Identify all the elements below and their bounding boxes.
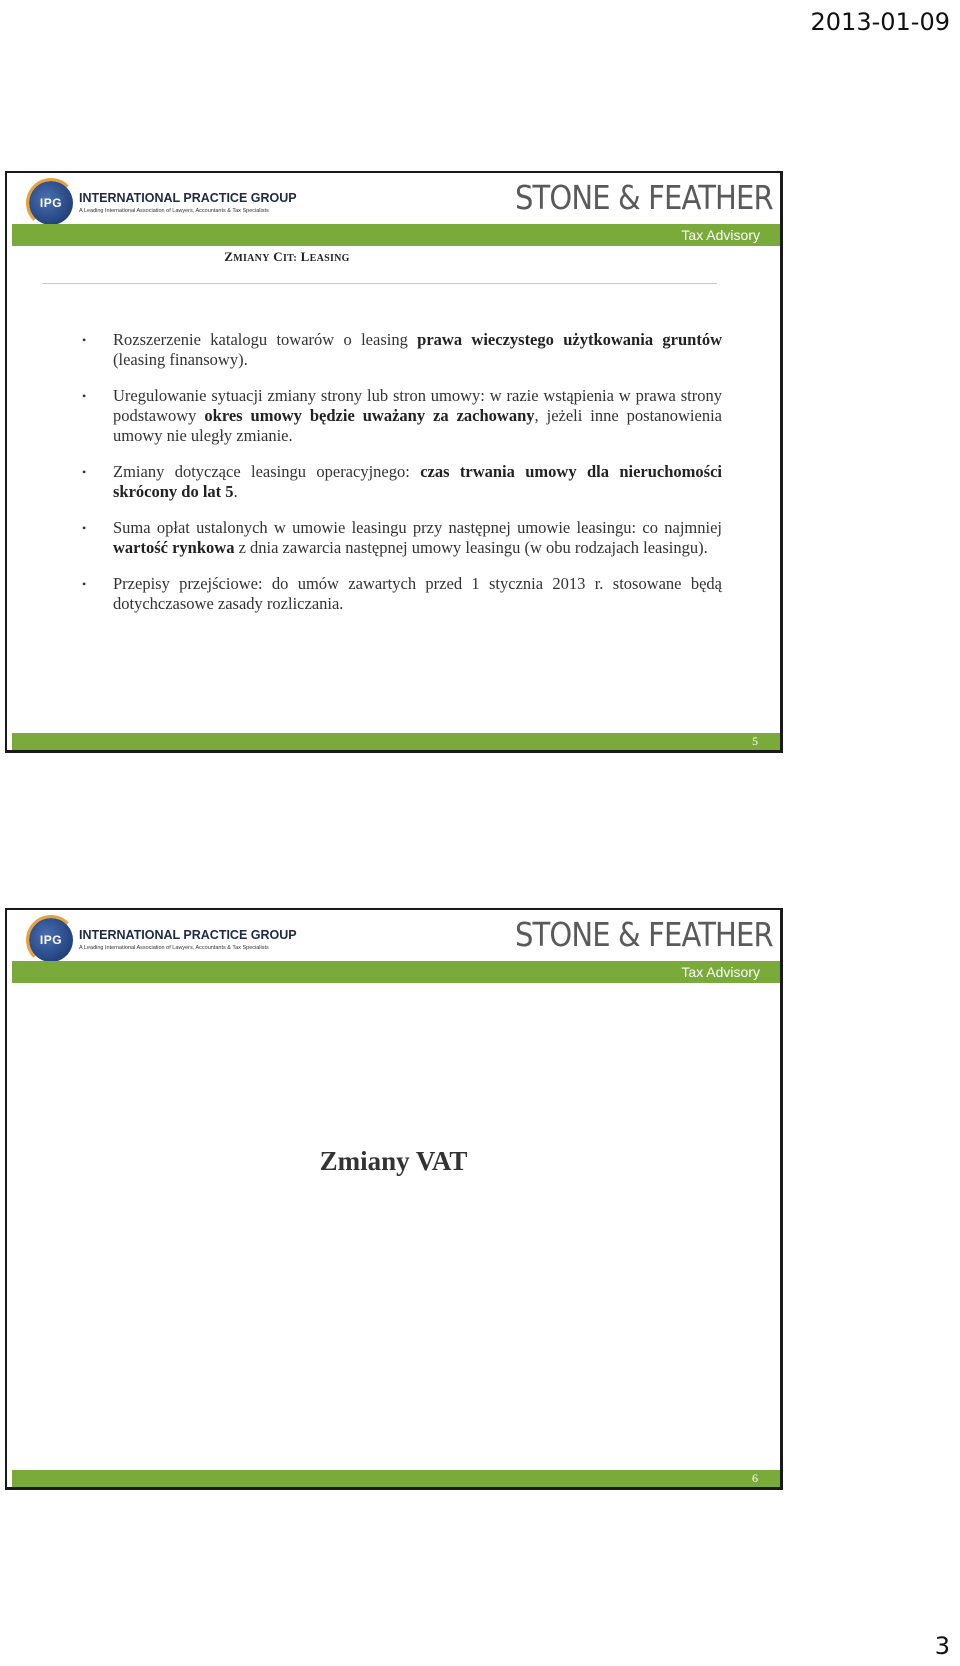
footer-band: [12, 1470, 780, 1487]
text-run-bold: okres umowy będzie uważany za zachowany: [204, 406, 535, 425]
ipg-globe-icon: IPG: [29, 181, 73, 225]
header-band: [12, 961, 780, 983]
text-run: Rozszerzenie katalogu towarów o leasing: [113, 330, 418, 349]
slide-number: 6: [752, 1471, 758, 1485]
text-run: Przepisy przejściowe: do umów zawartych przed 1 stycznia 2013 r. stosowane będą dotychczasowe zasady rozliczania.: [113, 574, 722, 613]
slide-title-text: ZMIANY CIT: LEASING: [224, 249, 350, 264]
ipg-tagline: A Leading International Association of Lawyers, Accountants & Tax Specialists: [79, 945, 269, 951]
text-run: z dnia zawarcia następnej umowy leasingu (w obu rodzajach leasingu).: [234, 538, 708, 557]
title-divider: [42, 283, 717, 284]
footer-band: [12, 733, 780, 750]
bullet-item: [82, 330, 722, 370]
ipg-name: INTERNATIONAL PRACTICE GROUP: [79, 191, 297, 205]
text-run: Zmiany dotyczące leasingu operacyjnego:: [113, 462, 421, 481]
text-run-bold: wartość rynkowa: [113, 538, 235, 557]
tax-advisory-label: Tax Advisory: [681, 964, 760, 980]
text-run: , jeżeli inne postanowienia umowy nie uległy zmianie.: [113, 406, 722, 445]
page-number: 3: [934, 1632, 950, 1660]
bullet-list: [82, 330, 722, 630]
text-run: (leasing finansowy).: [113, 350, 248, 369]
bullet-item: [82, 462, 722, 502]
text-run: .: [233, 482, 238, 501]
stone-feather-logo: STONE & FEATHER: [515, 915, 773, 954]
ipg-name: INTERNATIONAL PRACTICE GROUP: [79, 928, 297, 942]
slide-number: 5: [752, 734, 758, 748]
section-title: Zmiany VAT: [319, 1146, 468, 1176]
ipg-logo: [29, 918, 297, 962]
slide-title: [7, 249, 567, 265]
bullet-item: [82, 518, 722, 558]
ipg-logo: [29, 181, 297, 225]
header-band: [12, 224, 780, 246]
text-run-bold: prawa wieczystego użytkowania gruntów: [417, 330, 722, 349]
slide-6: [5, 908, 783, 1490]
text-run: Uregulowanie sytuacji zmiany strony lub stron umowy: w razie wstąpienia w prawa strony podstawowy: [113, 386, 722, 425]
bullet-item: [82, 386, 722, 446]
stone-feather-logo: STONE & FEATHER: [515, 178, 773, 217]
ipg-tagline: A Leading International Association of Lawyers, Accountants & Tax Specialists: [79, 208, 269, 214]
ipg-globe-icon: IPG: [29, 918, 73, 962]
tax-advisory-label: Tax Advisory: [681, 227, 760, 243]
slide-5: [5, 171, 783, 753]
page-date: 2013-01-09: [810, 8, 950, 36]
text-run-bold: czas trwania umowy dla nieruchomości skrócony do lat 5: [113, 462, 722, 501]
bullet-item: [82, 574, 722, 614]
text-run: Suma opłat ustalonych w umowie leasingu przy następnej umowie leasingu: co najmniej: [113, 518, 722, 537]
